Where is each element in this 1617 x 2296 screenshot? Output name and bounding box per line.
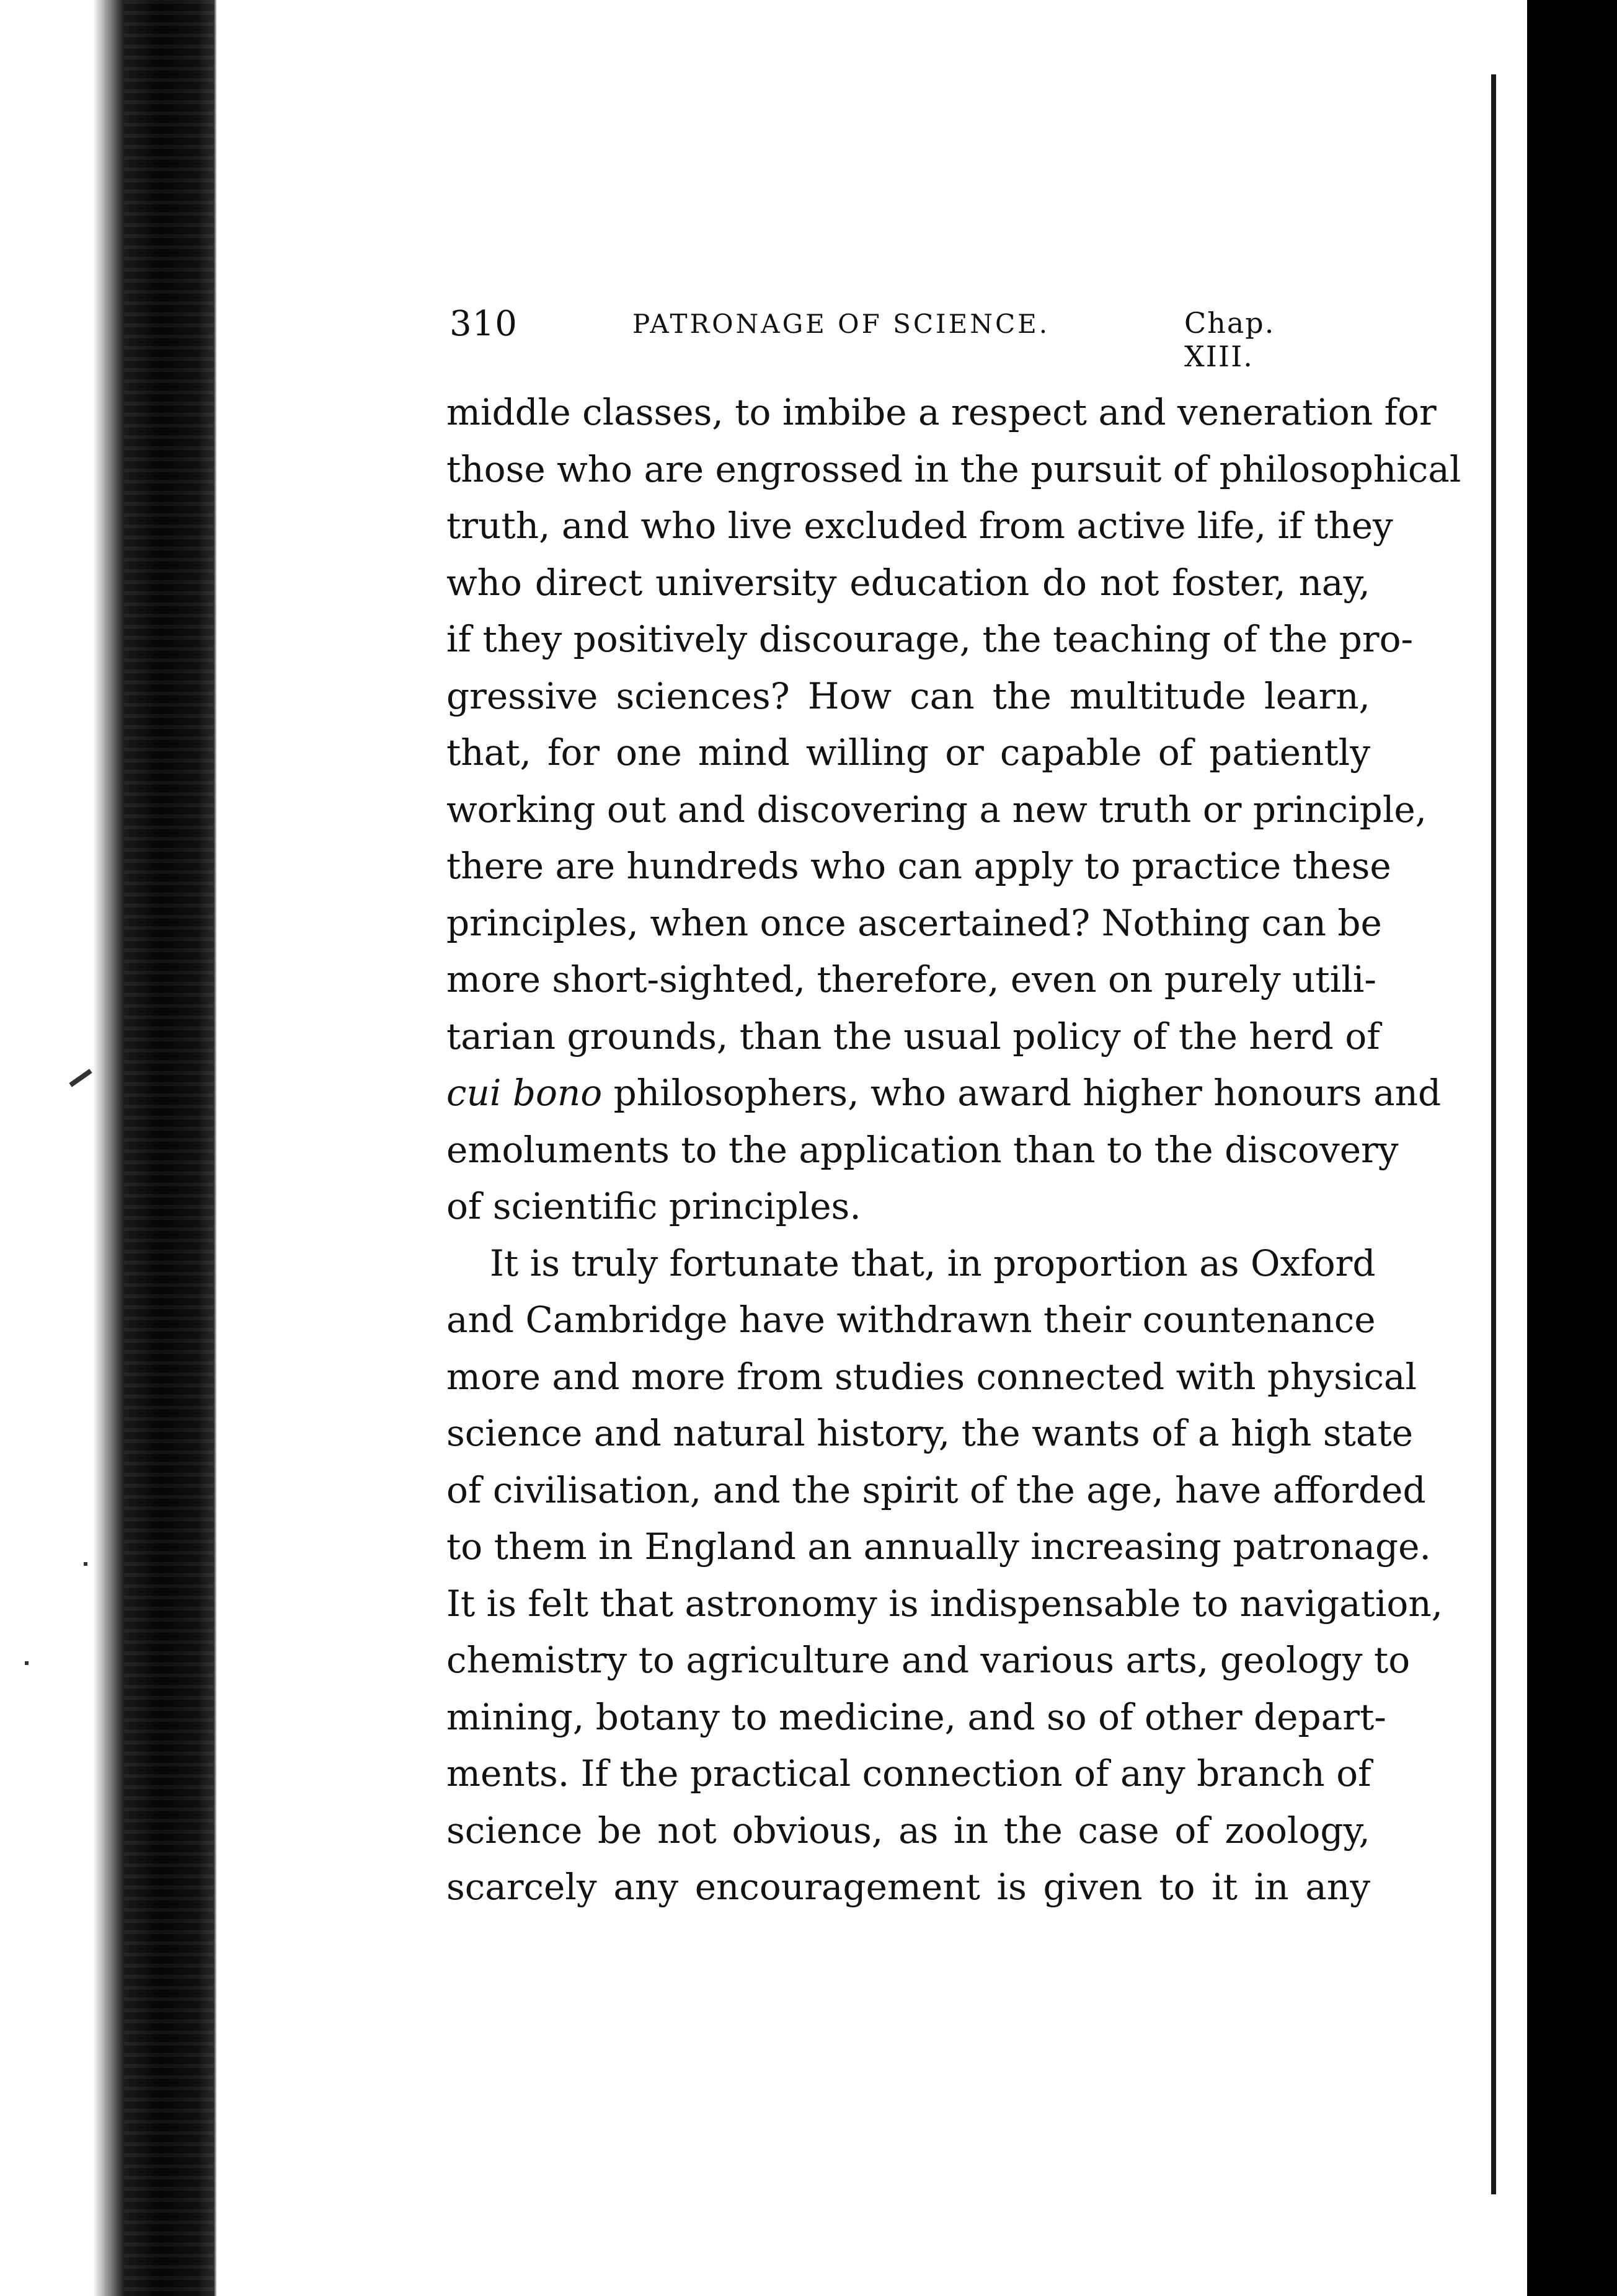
text-line: to them in England an annually increasing patronage.	[446, 1526, 1431, 1568]
scan-mark	[84, 1562, 87, 1566]
text-line: working out and discovering a new truth or principle,	[446, 788, 1427, 831]
text-line: more and more from studies connected with physical	[446, 1355, 1417, 1398]
top-margin	[217, 0, 1496, 87]
paragraph-1	[446, 384, 1461, 1235]
text-line: of civilisation, and the spirit of the age, have afforded	[446, 1468, 1426, 1511]
italic-phrase: cui bono	[446, 1072, 603, 1114]
text-line: science be not obvious, as in the case of zoology,	[446, 1809, 1370, 1852]
spine-texture	[124, 0, 214, 2296]
text-line: those who are engrossed in the pursuit of philosophical	[446, 448, 1461, 490]
text-line: more short-sighted, therefore, even on purely utili-	[446, 958, 1376, 1000]
text-line: chemistry to agriculture and various arts, geology to	[446, 1639, 1411, 1681]
running-head	[236, 304, 1352, 373]
text-line: of scientific principles.	[446, 1185, 861, 1227]
text-line: who direct university education do not foster, nay,	[446, 561, 1370, 604]
text-line: mining, botany to medicine, and so of other depart-	[446, 1695, 1386, 1738]
text-line: It is felt that astronomy is indispensable to navigation,	[446, 1582, 1443, 1625]
scan-mark	[25, 1661, 29, 1665]
text-line: and Cambridge have withdrawn their countenance	[446, 1299, 1376, 1341]
text-line: ments. If the practical connection of any branch of	[446, 1752, 1371, 1795]
text-line: science and natural history, the wants of a high state	[446, 1412, 1414, 1454]
page-number: 310	[450, 304, 518, 344]
text-line: if they positively discourage, the teaching of the pro-	[446, 618, 1414, 660]
text-line: middle classes, to imbibe a respect and veneration for	[446, 391, 1437, 433]
text-line: tarian grounds, than the usual policy of the herd of	[446, 1015, 1380, 1057]
text-line-with-italic	[446, 1065, 1442, 1122]
page-gap	[1496, 0, 1527, 2296]
running-title: PATRONAGE OF SCIENCE.	[632, 309, 1050, 339]
text-line: truth, and who live excluded from active life, if they	[446, 505, 1393, 547]
page-edge-line	[1491, 74, 1496, 2194]
text-line: there are hundreds who can apply to practice these	[446, 845, 1391, 887]
text-line: scarcely any encouragement is given to it in any	[446, 1866, 1370, 1908]
text-line: emoluments to the application than to the discovery	[446, 1128, 1399, 1171]
body-text	[446, 384, 1461, 1916]
chapter-label: Chap. XIII.	[1184, 306, 1275, 373]
text-line: principles, when once ascertained? Nothing can be	[446, 901, 1382, 944]
paragraph-2	[446, 1235, 1443, 1916]
text-line-rest: philosophers, who award higher honours and	[613, 1072, 1442, 1114]
text-line: that, for one mind willing or capable of patiently	[446, 731, 1370, 774]
facing-page-edge	[1527, 0, 1617, 2296]
text-line: It is truly fortunate that, in proportion as Oxford	[490, 1242, 1376, 1284]
text-line: gressive sciences? How can the multitude learn,	[446, 674, 1370, 717]
